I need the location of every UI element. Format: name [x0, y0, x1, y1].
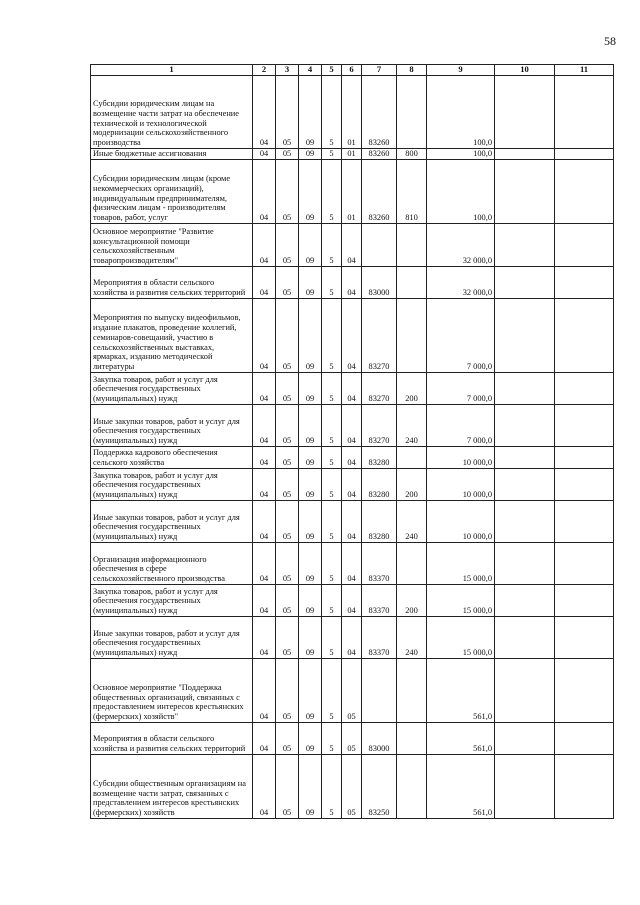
row-name-cell: Иные закупки товаров, работ и услуг для обеспечения государственных (муниципальных) нужд: [91, 405, 253, 447]
code-cell: [397, 447, 427, 469]
row-name-cell: Организация информационного обеспечения в сфере сельскохозяйственного производства: [91, 543, 253, 585]
code-cell: 200: [397, 585, 427, 617]
amount-cell: [555, 447, 614, 469]
table-row: [91, 501, 614, 543]
code-cell: 04: [342, 501, 362, 543]
amount-cell: [495, 160, 555, 224]
code-cell: 04: [253, 755, 276, 819]
code-cell: 83370: [362, 585, 397, 617]
table-row: [91, 76, 614, 149]
code-cell: 200: [397, 373, 427, 405]
code-cell: 05: [276, 405, 299, 447]
amount-cell: 32 000,0: [427, 267, 495, 299]
amount-cell: [555, 543, 614, 585]
row-name-cell: Закупка товаров, работ и услуг для обеспечения государственных (муниципальных) нужд: [91, 469, 253, 501]
amount-cell: 561,0: [427, 659, 495, 723]
code-cell: 09: [299, 149, 322, 160]
code-cell: 83370: [362, 617, 397, 659]
amount-cell: 10 000,0: [427, 447, 495, 469]
amount-cell: [495, 469, 555, 501]
amount-cell: 7 000,0: [427, 405, 495, 447]
table-row: [91, 373, 614, 405]
amount-cell: [555, 469, 614, 501]
amount-cell: 15 000,0: [427, 585, 495, 617]
code-cell: 05: [342, 723, 362, 755]
code-cell: 04: [342, 585, 362, 617]
table-row: [91, 267, 614, 299]
code-cell: 83280: [362, 501, 397, 543]
amount-cell: [555, 267, 614, 299]
amount-cell: 32 000,0: [427, 224, 495, 267]
code-cell: 5: [322, 224, 342, 267]
amount-cell: 100,0: [427, 76, 495, 149]
code-cell: 5: [322, 149, 342, 160]
amount-cell: [555, 755, 614, 819]
code-cell: 240: [397, 405, 427, 447]
code-cell: [362, 659, 397, 723]
code-cell: [397, 224, 427, 267]
code-cell: [397, 299, 427, 373]
table-row: [91, 659, 614, 723]
code-cell: 04: [253, 299, 276, 373]
code-cell: 5: [322, 755, 342, 819]
code-cell: 04: [253, 267, 276, 299]
code-cell: 05: [276, 373, 299, 405]
row-name-cell: Мероприятия по выпуску видеофильмов, издание плакатов, проведение коллегий, семинаров-совещаний, участию в сельскохозяйственных выставках, ярмарках, изданию методической литературы: [91, 299, 253, 373]
code-cell: 5: [322, 160, 342, 224]
code-cell: 04: [253, 447, 276, 469]
column-header: 7: [362, 65, 397, 76]
code-cell: 04: [342, 267, 362, 299]
column-header: 10: [495, 65, 555, 76]
table-row: [91, 224, 614, 267]
row-name-cell: Основное мероприятие "Развитие консультационной помощи сельскохозяйственным товаропроизводителям": [91, 224, 253, 267]
code-cell: 5: [322, 469, 342, 501]
page-number: 58: [604, 34, 616, 48]
code-cell: 83270: [362, 299, 397, 373]
code-cell: 83270: [362, 405, 397, 447]
code-cell: 83250: [362, 755, 397, 819]
amount-cell: [555, 617, 614, 659]
code-cell: 09: [299, 469, 322, 501]
header-row: [91, 65, 614, 76]
code-cell: 09: [299, 755, 322, 819]
code-cell: 04: [253, 224, 276, 267]
code-cell: 83280: [362, 447, 397, 469]
code-cell: 05: [276, 723, 299, 755]
amount-cell: [555, 373, 614, 405]
code-cell: 5: [322, 299, 342, 373]
code-cell: 04: [342, 617, 362, 659]
code-cell: 5: [322, 447, 342, 469]
table-row: [91, 405, 614, 447]
amount-cell: [555, 76, 614, 149]
code-cell: 09: [299, 160, 322, 224]
amount-cell: [495, 543, 555, 585]
code-cell: 5: [322, 76, 342, 149]
code-cell: 04: [253, 373, 276, 405]
code-cell: 04: [253, 76, 276, 149]
column-header: 11: [555, 65, 614, 76]
code-cell: 810: [397, 160, 427, 224]
amount-cell: [495, 501, 555, 543]
code-cell: 04: [253, 723, 276, 755]
code-cell: 01: [342, 76, 362, 149]
code-cell: 04: [342, 543, 362, 585]
code-cell: 200: [397, 469, 427, 501]
code-cell: 05: [276, 447, 299, 469]
code-cell: 04: [253, 617, 276, 659]
row-name-cell: Поддержка кадрового обеспечения сельского хозяйства: [91, 447, 253, 469]
code-cell: 05: [276, 755, 299, 819]
code-cell: 09: [299, 447, 322, 469]
table-row: [91, 149, 614, 160]
amount-cell: [555, 405, 614, 447]
code-cell: 5: [322, 501, 342, 543]
column-header: 6: [342, 65, 362, 76]
table-row: [91, 160, 614, 224]
code-cell: 5: [322, 659, 342, 723]
code-cell: 5: [322, 405, 342, 447]
code-cell: 05: [276, 299, 299, 373]
code-cell: 01: [342, 149, 362, 160]
column-header: 2: [253, 65, 276, 76]
code-cell: 05: [276, 543, 299, 585]
row-name-cell: Иные закупки товаров, работ и услуг для обеспечения государственных (муниципальных) нужд: [91, 617, 253, 659]
code-cell: 05: [276, 160, 299, 224]
row-name-cell: Закупка товаров, работ и услуг для обеспечения государственных (муниципальных) нужд: [91, 585, 253, 617]
code-cell: 04: [342, 469, 362, 501]
code-cell: [397, 659, 427, 723]
code-cell: 240: [397, 501, 427, 543]
row-name-cell: Субсидии юридическим лицам (кроме некоммерческих организаций), индивидуальным предпринимателям, физическим лицам - производителям товаров, работ, услуг: [91, 160, 253, 224]
amount-cell: [495, 755, 555, 819]
table-row: [91, 585, 614, 617]
code-cell: 83260: [362, 76, 397, 149]
code-cell: 09: [299, 659, 322, 723]
code-cell: 5: [322, 617, 342, 659]
amount-cell: [495, 723, 555, 755]
row-name-cell: Субсидии юридическим лицам на возмещение части затрат на обеспечение технической и технологической модернизации сельскохозяйственного производства: [91, 76, 253, 149]
code-cell: 09: [299, 405, 322, 447]
code-cell: 04: [253, 160, 276, 224]
row-name-cell: Иные бюджетные ассигнования: [91, 149, 253, 160]
code-cell: 05: [276, 659, 299, 723]
code-cell: [397, 267, 427, 299]
code-cell: 09: [299, 373, 322, 405]
code-cell: 04: [342, 299, 362, 373]
amount-cell: [555, 160, 614, 224]
code-cell: 5: [322, 723, 342, 755]
amount-cell: [555, 299, 614, 373]
amount-cell: [495, 76, 555, 149]
code-cell: 5: [322, 267, 342, 299]
amount-cell: [495, 224, 555, 267]
code-cell: 04: [253, 469, 276, 501]
column-header: 1: [91, 65, 253, 76]
code-cell: 83260: [362, 149, 397, 160]
amount-cell: 7 000,0: [427, 373, 495, 405]
code-cell: 09: [299, 299, 322, 373]
code-cell: 05: [276, 501, 299, 543]
amount-cell: [555, 659, 614, 723]
code-cell: 04: [253, 659, 276, 723]
amount-cell: [495, 585, 555, 617]
row-name-cell: Закупка товаров, работ и услуг для обеспечения государственных (муниципальных) нужд: [91, 373, 253, 405]
amount-cell: [495, 299, 555, 373]
code-cell: 09: [299, 543, 322, 585]
amount-cell: 561,0: [427, 755, 495, 819]
amount-cell: [555, 149, 614, 160]
amount-cell: [495, 405, 555, 447]
code-cell: 05: [276, 224, 299, 267]
row-name-cell: Субсидии общественным организациям на возмещение части затрат, связанных с представлением интересов крестьянских (фермерских) хозяйств: [91, 755, 253, 819]
amount-cell: 561,0: [427, 723, 495, 755]
code-cell: 240: [397, 617, 427, 659]
code-cell: 800: [397, 149, 427, 160]
code-cell: 09: [299, 617, 322, 659]
amount-cell: [555, 224, 614, 267]
amount-cell: 15 000,0: [427, 543, 495, 585]
code-cell: [397, 755, 427, 819]
table-row: [91, 617, 614, 659]
table-row: [91, 755, 614, 819]
code-cell: 09: [299, 585, 322, 617]
code-cell: 05: [342, 659, 362, 723]
code-cell: 04: [253, 501, 276, 543]
code-cell: 09: [299, 224, 322, 267]
amount-cell: 7 000,0: [427, 299, 495, 373]
table-row: [91, 469, 614, 501]
amount-cell: [495, 447, 555, 469]
code-cell: 04: [253, 405, 276, 447]
amount-cell: 100,0: [427, 160, 495, 224]
table-row: [91, 299, 614, 373]
amount-cell: 15 000,0: [427, 617, 495, 659]
code-cell: 83000: [362, 267, 397, 299]
code-cell: 01: [342, 160, 362, 224]
code-cell: 04: [342, 224, 362, 267]
code-cell: 83270: [362, 373, 397, 405]
table-row: [91, 723, 614, 755]
code-cell: [397, 76, 427, 149]
code-cell: [362, 224, 397, 267]
code-cell: 83260: [362, 160, 397, 224]
code-cell: [397, 723, 427, 755]
code-cell: 04: [342, 373, 362, 405]
amount-cell: [555, 501, 614, 543]
code-cell: 5: [322, 543, 342, 585]
row-name-cell: Иные закупки товаров, работ и услуг для обеспечения государственных (муниципальных) нужд: [91, 501, 253, 543]
code-cell: 09: [299, 76, 322, 149]
amount-cell: 10 000,0: [427, 501, 495, 543]
code-cell: 05: [276, 149, 299, 160]
amount-cell: 100,0: [427, 149, 495, 160]
amount-cell: [555, 723, 614, 755]
column-header: 8: [397, 65, 427, 76]
amount-cell: [495, 149, 555, 160]
code-cell: 04: [342, 447, 362, 469]
code-cell: 04: [253, 585, 276, 617]
amount-cell: [495, 617, 555, 659]
amount-cell: [495, 373, 555, 405]
column-header: 3: [276, 65, 299, 76]
code-cell: 83280: [362, 469, 397, 501]
code-cell: 5: [322, 373, 342, 405]
code-cell: [397, 543, 427, 585]
column-header: 4: [299, 65, 322, 76]
table-row: [91, 447, 614, 469]
code-cell: 04: [253, 543, 276, 585]
budget-table: [90, 64, 614, 819]
code-cell: 09: [299, 723, 322, 755]
amount-cell: 10 000,0: [427, 469, 495, 501]
amount-cell: [495, 267, 555, 299]
code-cell: 09: [299, 501, 322, 543]
amount-cell: [555, 585, 614, 617]
code-cell: 83000: [362, 723, 397, 755]
column-header: 5: [322, 65, 342, 76]
code-cell: 05: [276, 76, 299, 149]
code-cell: 05: [276, 617, 299, 659]
code-cell: 05: [342, 755, 362, 819]
code-cell: 83370: [362, 543, 397, 585]
code-cell: 05: [276, 469, 299, 501]
column-header: 9: [427, 65, 495, 76]
amount-cell: [495, 659, 555, 723]
row-name-cell: Мероприятия в области сельского хозяйства и развития сельских территорий: [91, 267, 253, 299]
row-name-cell: Мероприятия в области сельского хозяйства и развития сельских территорий: [91, 723, 253, 755]
code-cell: 04: [342, 405, 362, 447]
row-name-cell: Основное мероприятие "Поддержка общественных организаций, связанных с предоставлением интересов крестьянских (фермерских) хозяйств": [91, 659, 253, 723]
code-cell: 5: [322, 585, 342, 617]
code-cell: 04: [253, 149, 276, 160]
table-body: [91, 76, 614, 819]
code-cell: 05: [276, 267, 299, 299]
code-cell: 05: [276, 585, 299, 617]
table-row: [91, 543, 614, 585]
code-cell: 09: [299, 267, 322, 299]
